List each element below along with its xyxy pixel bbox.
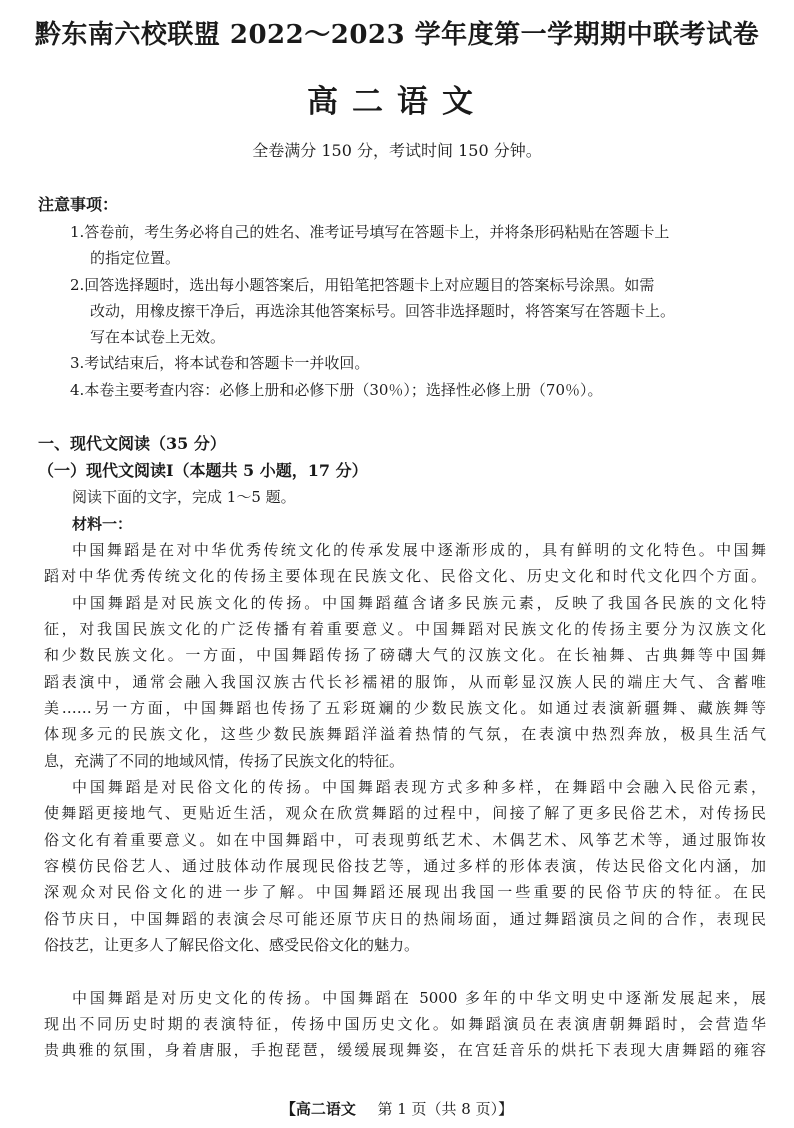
exam-title: 黔东南六校联盟 2022～2023 学年度第一学期期中联考试卷 [34, 20, 760, 50]
instruction: 阅读下面的文字，完成 1～5 题。 [72, 488, 296, 506]
note-line: 1.答卷前，考生务必将自己的姓名、准考证号填写在答题卡上，并将条形码粘贴在答题卡上 [70, 223, 670, 241]
page-footer [0, 1098, 794, 1119]
note-line: 4.本卷主要考查内容：必修上册和必修下册（30％）；选择性必修上册（70％）。 [70, 381, 603, 399]
subject-title: 高二语文 [307, 84, 487, 120]
passage-line: 现出不同历史时期的表演特征，传扬中国历史文化。如舞蹈演员在表演唐朝舞蹈时，会营造华 [44, 1015, 766, 1033]
passage-line: 俗技艺，让更多人了解民俗文化、感受民俗文化的魅力。 [44, 936, 420, 954]
passage-line: 蹈对中华优秀传统文化的传扬主要体现在民族文化、民俗文化、历史文化和时代文化四个方面。 [44, 567, 766, 585]
passage-line: 容模仿民俗艺人、通过肢体动作展现民俗技艺等，通过多样的形体表演，传达民俗文化内涵，加 [44, 857, 766, 875]
note-line: 的指定位置。 [90, 249, 181, 267]
passage-line: 中国舞蹈是在对中华优秀传统文化的传承发展中逐渐形成的，具有鲜明的文化特色。中国舞 [72, 541, 766, 559]
passage-line: 和少数民族文化。一方面，中国舞蹈传扬了磅礴大气的汉族文化。在长袖舞、古典舞等中国舞 [44, 646, 766, 664]
note-line: 3.考试结束后，将本试卷和答题卡一并收回。 [70, 354, 370, 372]
exam-info: 全卷满分 150 分，考试时间 150 分钟。 [252, 141, 542, 160]
passage-line: 使舞蹈更接地气、更贴近生活，观众在欣赏舞蹈的过程中，间接了解了更多民俗艺术，对传扬民 [44, 804, 766, 822]
passage-line: 息，充满了不同的地域风情，传扬了民族文化的特征。 [44, 752, 405, 770]
sub-heading: （一）现代文阅读Ⅰ（本题共 5 小题，17 分） [38, 461, 368, 480]
passage-line: 征，对我国民族文化的广泛传播有着重要意义。中国舞蹈对民族文化的传扬主要分为汉族文化 [44, 620, 766, 638]
passage-line: 美……另一方面，中国舞蹈也传扬了五彩斑斓的少数民族文化。如通过表演新疆舞、藏族舞等 [44, 699, 766, 717]
passage-line: 蹈表演中，通常会融入我国汉族古代长衫襦裙的服饰，从而彰显汉族人民的端庄大气、含蓄唯 [44, 673, 766, 691]
material-label: 材料一： [72, 515, 133, 533]
footer-page-number: 第 1 页（共 8 页）】 [377, 1100, 514, 1118]
note-line: 写在本试卷上无效。 [90, 328, 226, 346]
notes-heading: 注意事项： [38, 195, 119, 214]
passage-line: 体现多元的民族文化，这些少数民族舞蹈洋溢着热情的气氛，在表演中热烈奔放，极具生活气 [44, 725, 766, 743]
note-line: 改动，用橡皮擦干净后，再选涂其他答案标号。回答非选择题时，将答案写在答题卡上。 [90, 302, 676, 320]
passage-line: 俗节庆日，中国舞蹈的表演会尽可能还原节庆日的热闹场面，通过舞蹈演员之间的合作，表现民 [44, 910, 766, 928]
note-line: 2.回答选择题时，选出每小题答案后，用铅笔把答题卡上对应题目的答案标号涂黑。如需 [70, 276, 655, 294]
footer-subject: 【高二语文 [280, 1100, 356, 1118]
passage-line: 俗文化有着重要意义。如在中国舞蹈中，可表现剪纸艺术、木偶艺术、风筝艺术等，通过服饰妆 [44, 831, 766, 849]
passage-line: 中国舞蹈是对民族文化的传扬。中国舞蹈蕴含诸多民族元素，反映了我国各民族的文化特 [72, 594, 766, 612]
passage-line: 中国舞蹈是对民俗文化的传扬。中国舞蹈表现方式多种多样，在舞蹈中会融入民俗元素， [72, 778, 766, 796]
section-heading: 一、现代文阅读（35 分） [38, 434, 226, 453]
passage-line: 中国舞蹈是对历史文化的传扬。中国舞蹈在 5000 多年的中华文明史中逐渐发展起来，展 [72, 989, 766, 1007]
passage-line: 深观众对民俗文化的进一步了解。中国舞蹈还展现出我国一些重要的民俗节庆的特征。在民 [44, 883, 766, 901]
passage-line: 贵典雅的氛围，身着唐服，手抱琵琶，缓缓展现舞姿，在宫廷音乐的烘托下表现大唐舞蹈的雍容 [44, 1041, 766, 1059]
